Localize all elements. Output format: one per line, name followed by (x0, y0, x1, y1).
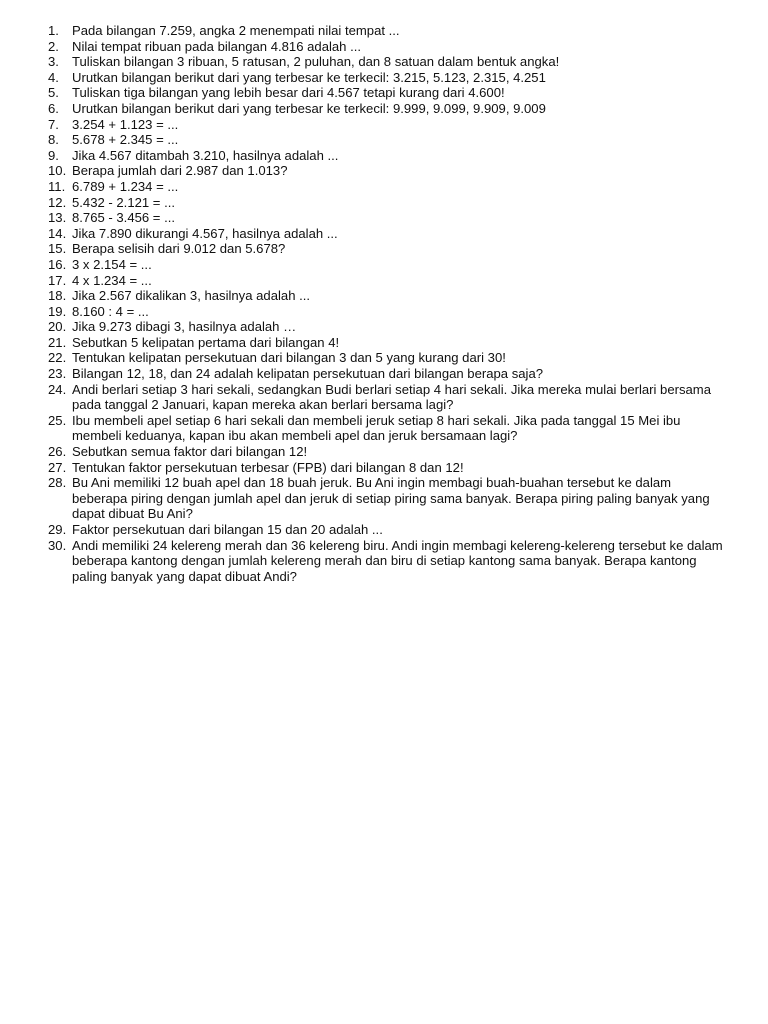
question-text: Pada bilangan 7.259, angka 2 menempati nilai tempat ... (72, 23, 400, 38)
question-text: Faktor persekutuan dari bilangan 15 dan 20 adalah ... (72, 522, 383, 537)
question-number: 18. (48, 288, 67, 304)
question-item (48, 413, 728, 444)
question-item (48, 319, 728, 335)
question-item (48, 132, 728, 148)
question-item (48, 257, 728, 273)
question-number: 9. (48, 147, 59, 163)
question-text: 5.678 + 2.345 = ... (72, 132, 179, 148)
question-text: 8.765 - 3.456 = ... (72, 210, 176, 226)
question-item (48, 70, 728, 86)
question-number: 28. (48, 475, 67, 491)
question-text: Berapa jumlah dari 2.987 dan 1.013? (72, 163, 288, 179)
question-text: 4 x 1.234 = ... (72, 272, 152, 288)
question-text: Bilangan 12, 18, dan 24 adalah kelipatan persekutuan dari bilangan berapa saja? (72, 366, 544, 382)
question-number: 8. (48, 132, 59, 148)
question-number: 1. (48, 23, 59, 38)
question-item (48, 195, 728, 211)
question-text: Sebutkan semua faktor dari bilangan 12! (72, 444, 308, 460)
question-item (48, 366, 728, 382)
question-number: 25. (48, 412, 67, 428)
question-number: 13. (48, 210, 67, 226)
question-item (48, 179, 728, 195)
question-item (48, 475, 728, 522)
question-text: Bu Ani memiliki 12 buah apel dan 18 buah jeruk. Bu Ani ingin membagi buah-buahan tersebut ke dalam beberapa piring dengan jumlah apel dan jeruk di setiap piring sama banyak. Berapa piring paling banyak yang dapat dibuat Bu Ani? (72, 475, 710, 522)
question-item (48, 117, 728, 133)
question-number: 6. (48, 100, 59, 116)
question-text: 3.254 + 1.123 = ... (72, 116, 179, 132)
question-item (48, 444, 728, 460)
question-number: 23. (48, 366, 67, 382)
question-number: 16. (48, 256, 67, 272)
question-item (48, 335, 728, 351)
question-item (48, 23, 728, 39)
question-text: Jika 4.567 ditambah 3.210, hasilnya adalah ... (72, 147, 339, 163)
question-item (48, 148, 728, 164)
question-number: 5. (48, 85, 59, 101)
question-text: Andi berlari setiap 3 hari sekali, sedangkan Budi berlari setiap 4 hari sekali. Jika mereka mulai berlari bersama pada tanggal 2 Januari, kapan mereka akan berlari bersama lagi? (72, 381, 711, 413)
question-number: 15. (48, 241, 67, 257)
question-number: 14. (48, 225, 67, 241)
question-text: Jika 2.567 dikalikan 3, hasilnya adalah ... (72, 288, 311, 304)
question-item (48, 54, 728, 70)
question-text: Tuliskan bilangan 3 ribuan, 5 ratusan, 2 puluhan, dan 8 satuan dalam bentuk angka! (72, 54, 560, 70)
question-text: Berapa selisih dari 9.012 dan 5.678? (72, 241, 286, 257)
question-text: Jika 7.890 dikurangi 4.567, hasilnya adalah ... (72, 225, 338, 241)
question-item (48, 304, 728, 320)
question-number: 10. (48, 163, 67, 179)
question-text: Sebutkan 5 kelipatan pertama dari bilangan 4! (72, 334, 340, 350)
question-number: 11. (48, 178, 66, 194)
question-text: Urutkan bilangan berikut dari yang terbesar ke terkecil: 9.999, 9.099, 9.909, 9.009 (72, 100, 546, 116)
question-number: 30. (48, 537, 67, 553)
question-item (48, 288, 728, 304)
question-item (48, 85, 728, 101)
question-number: 19. (48, 303, 67, 319)
question-number: 4. (48, 69, 59, 85)
question-list (48, 23, 728, 584)
question-number: 7. (48, 116, 59, 132)
question-number: 2. (48, 38, 59, 54)
question-number: 3. (48, 54, 59, 70)
question-item (48, 273, 728, 289)
question-item (48, 101, 728, 117)
question-item (48, 382, 728, 413)
question-number: 22. (48, 350, 67, 366)
question-number: 27. (48, 459, 67, 475)
question-text: Tentukan faktor persekutuan terbesar (FPB) dari bilangan 8 dan 12! (72, 459, 464, 475)
question-number: 12. (48, 194, 67, 210)
question-number: 29. (48, 522, 67, 537)
question-item (48, 460, 728, 476)
question-text: 6.789 + 1.234 = ... (72, 178, 179, 194)
question-text: Jika 9.273 dibagi 3, hasilnya adalah … (72, 319, 297, 335)
question-text: Urutkan bilangan berikut dari yang terbesar ke terkecil: 3.215, 5.123, 2.315, 4.251 (72, 69, 546, 85)
question-text: 8.160 : 4 = ... (72, 303, 149, 319)
question-item (48, 538, 728, 585)
question-item (48, 210, 728, 226)
question-number: 24. (48, 381, 67, 397)
question-text: Andi memiliki 24 kelereng merah dan 36 kelereng biru. Andi ingin membagi kelereng-kelereng tersebut ke dalam beberapa kantong dengan jumlah kelereng merah dan biru di setiap kantong sama banyak. Berapa kantong paling banyak yang dapat dibuat Andi? (72, 537, 723, 584)
question-text: Nilai tempat ribuan pada bilangan 4.816 adalah ... (72, 38, 361, 54)
question-item (48, 39, 728, 55)
question-item (48, 350, 728, 366)
question-text: 5.432 - 2.121 = ... (72, 194, 176, 210)
question-text: 3 x 2.154 = ... (72, 256, 152, 272)
question-item (48, 241, 728, 257)
question-text: Tentukan kelipatan persekutuan dari bilangan 3 dan 5 yang kurang dari 30! (72, 350, 506, 366)
question-item (48, 163, 728, 179)
question-item (48, 522, 728, 538)
question-number: 26. (48, 444, 67, 460)
question-item (48, 226, 728, 242)
question-text: Tuliskan tiga bilangan yang lebih besar dari 4.567 tetapi kurang dari 4.600! (72, 85, 505, 101)
question-number: 21. (48, 334, 67, 350)
question-number: 20. (48, 319, 67, 335)
question-number: 17. (48, 272, 67, 288)
question-text: Ibu membeli apel setiap 6 hari sekali dan membeli jeruk setiap 8 hari sekali. Jika pada tanggal 15 Mei ibu membeli keduanya, kapan ibu akan membeli apel dan jeruk bersamaan lagi? (72, 412, 681, 444)
